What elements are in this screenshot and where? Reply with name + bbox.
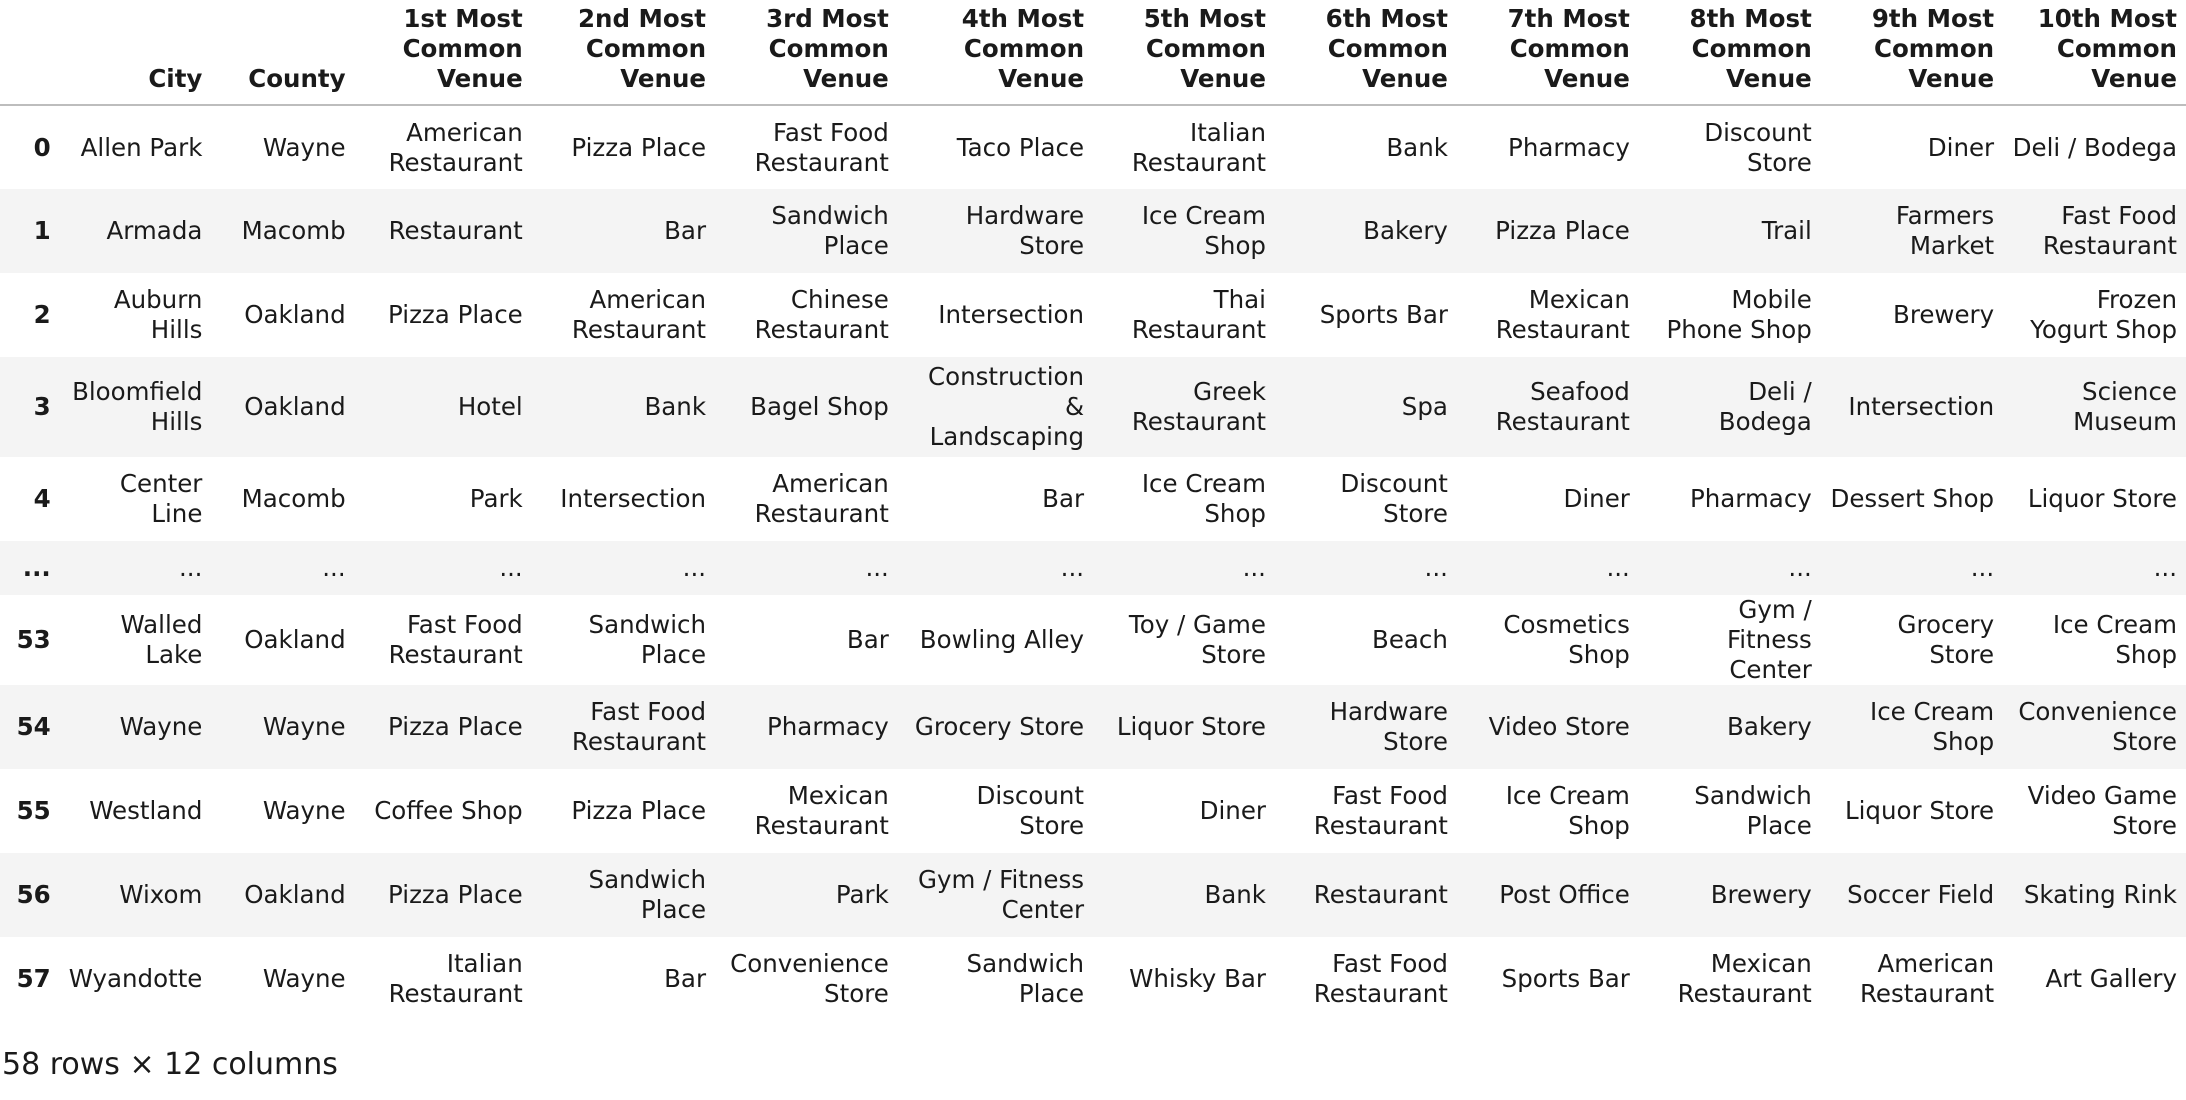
table-cell: Beach — [1372, 625, 1448, 654]
table-cell: Pharmacy — [767, 712, 889, 741]
table-cell: Trail — [1761, 216, 1812, 245]
table-cell: Fast Food Restaurant — [754, 117, 889, 177]
table-cell: Macomb — [241, 216, 346, 245]
table-cell: ... — [499, 553, 523, 582]
table-cell: Fast Food Restaurant — [1313, 781, 1448, 840]
table-cell: Skating Rink — [2023, 880, 2177, 909]
table-cell: ... — [865, 553, 889, 582]
table-cell: Park — [835, 880, 889, 909]
table-cell: Pizza Place — [571, 132, 707, 162]
table-cell: Brewery — [1893, 300, 1995, 329]
column-header-venue-7: 7th Most Common Venue — [1457, 0, 1639, 105]
table-cell: Bar — [664, 964, 707, 993]
table-cell: Mobile Phone Shop — [1666, 285, 1812, 344]
table-cell: Farmers Market — [1895, 201, 1995, 260]
table-cell: Sports Bar — [1319, 300, 1448, 329]
table-cell: Bank — [1204, 880, 1266, 909]
header-row — [0, 0, 2186, 105]
table-cell: Bar — [1042, 484, 1085, 513]
table-cell: Dessert Shop — [1830, 484, 1995, 513]
table-row — [0, 189, 2186, 273]
table-cell: Grocery Store — [1897, 610, 1995, 669]
table-cell: Oakland — [244, 392, 346, 421]
table-cell: Diner — [1927, 132, 1995, 162]
index-header — [0, 0, 60, 105]
table-cell: Sandwich Place — [1694, 781, 1812, 840]
table-cell: Restaurant — [1313, 880, 1448, 909]
column-header-venue-5: 5th Most Common Venue — [1093, 0, 1275, 105]
table-cell: ... — [179, 553, 203, 582]
column-header-venue-9: 9th Most Common Venue — [1821, 0, 2003, 105]
row-index: 0 — [33, 132, 51, 162]
table-cell: Discount Store — [976, 781, 1085, 840]
table-cell: Cosmetics Shop — [1503, 610, 1630, 669]
table-row — [0, 357, 2186, 457]
table-cell: Spa — [1401, 392, 1448, 421]
table-cell: Bar — [846, 625, 889, 654]
table-cell: Convenience Store — [730, 949, 889, 1008]
table-cell: Ice Cream Shop — [1141, 201, 1266, 260]
table-cell: Frozen Yogurt Shop — [2030, 285, 2177, 344]
table-cell: Mexican Restaurant — [1495, 285, 1630, 344]
table-cell: Center Line — [119, 469, 203, 528]
table-row — [0, 685, 2186, 769]
table-cell: Gym / Fitness Center — [1726, 595, 1812, 684]
table-cell: Wayne — [262, 712, 346, 741]
table-cell: ... — [1424, 553, 1448, 582]
table-cell: Macomb — [241, 484, 346, 513]
row-index: 53 — [16, 625, 51, 654]
table-cell: Art Gallery — [2045, 964, 2177, 993]
table-cell: Pizza Place — [1495, 216, 1630, 245]
table-cell: Bar — [664, 216, 707, 245]
table-cell: Greek Restaurant — [1131, 377, 1266, 436]
table-cell: Walled Lake — [120, 610, 203, 669]
table-cell: Hardware Store — [965, 201, 1085, 260]
table-cell: Diner — [1199, 796, 1266, 825]
table-cell: Bowling Alley — [919, 625, 1085, 654]
table-cell: Fast Food Restaurant — [2042, 201, 2177, 260]
table-cell: Liquor Store — [1116, 712, 1266, 741]
table-cell: Coffee Shop — [374, 796, 523, 825]
table-cell: Discount Store — [1340, 469, 1448, 528]
table-cell: Deli / Bodega — [1718, 377, 1812, 436]
table-cell: Ice Cream Shop — [1141, 469, 1266, 528]
table-row — [0, 853, 2186, 937]
row-index: 57 — [16, 964, 51, 993]
table-cell: Toy / Game Store — [1128, 610, 1266, 669]
row-index: 54 — [16, 712, 51, 741]
table-cell: Bank — [1386, 132, 1448, 162]
table-cell: ... — [1970, 553, 1995, 582]
table-cell: ... — [682, 553, 707, 582]
table-cell: Chinese Restaurant — [754, 285, 889, 344]
table-cell: Intersection — [1848, 392, 1995, 421]
row-index: ... — [22, 553, 51, 582]
table-row — [0, 457, 2186, 541]
table-cell: Hardware Store — [1329, 697, 1448, 756]
table-cell: American Restaurant — [388, 117, 523, 177]
table-cell: Discount Store — [1704, 117, 1812, 177]
table-cell: Brewery — [1710, 880, 1812, 909]
table-cell: Wixom — [119, 880, 203, 909]
column-header-venue-3: 3rd Most Common Venue — [715, 0, 898, 105]
table-cell: Pizza Place — [571, 796, 707, 825]
table-cell: Pizza Place — [388, 712, 523, 741]
column-header-venue-10: 10th Most Common Venue — [2003, 0, 2186, 105]
table-cell: Bloomfield Hills — [72, 377, 203, 436]
table-body — [0, 105, 2186, 1021]
table-cell: American Restaurant — [754, 469, 889, 528]
table-cell: ... — [1060, 553, 1085, 582]
table-cell: Gym / Fitness Center — [918, 865, 1085, 924]
table-cell: ... — [1242, 553, 1266, 582]
table-cell: Bakery — [1363, 216, 1448, 245]
table-cell: Soccer Field — [1847, 880, 1995, 909]
table-cell: Allen Park — [80, 132, 203, 162]
table-cell: Bagel Shop — [750, 392, 889, 421]
table-cell: ... — [322, 553, 346, 582]
table-cell: Sandwich Place — [966, 949, 1085, 1008]
table-cell: Wayne — [262, 796, 346, 825]
table-cell: Bakery — [1727, 712, 1812, 741]
table-cell: Pharmacy — [1508, 132, 1630, 162]
table-cell: Pizza Place — [388, 300, 523, 329]
column-header-venue-1: 1st Most Common Venue — [355, 0, 532, 105]
table-cell: ... — [1606, 553, 1630, 582]
table-cell: Intersection — [938, 300, 1085, 329]
table-cell: Italian Restaurant — [388, 949, 523, 1008]
table-cell: Video Game Store — [2027, 781, 2177, 840]
table-cell: American Restaurant — [1859, 949, 1995, 1008]
table-row — [0, 273, 2186, 357]
table-cell: Ice Cream Shop — [1869, 697, 1995, 756]
row-index: 3 — [33, 392, 51, 421]
column-header-venue-4: 4th Most Common Venue — [898, 0, 1093, 105]
table-cell: Fast Food Restaurant — [388, 610, 523, 669]
column-header-venue-2: 2nd Most Common Venue — [532, 0, 715, 105]
table-cell: Auburn Hills — [113, 285, 203, 344]
table-cell: Wayne — [262, 964, 346, 993]
table-cell: ... — [1788, 553, 1812, 582]
row-index: 1 — [33, 216, 51, 245]
shape-summary: 58 rows × 12 columns — [2, 1047, 338, 1082]
table-cell: Sports Bar — [1501, 964, 1630, 993]
table-cell: American Restaurant — [571, 285, 707, 344]
table-cell: Oakland — [244, 300, 346, 329]
table-cell: Thai Restaurant — [1131, 285, 1266, 344]
table-cell: Wayne — [262, 132, 346, 162]
table-cell: Wayne — [119, 712, 203, 741]
column-header-county: County — [211, 0, 354, 105]
table-cell: Oakland — [244, 880, 346, 909]
table-cell: ... — [2153, 553, 2177, 582]
table-cell: Intersection — [560, 484, 707, 513]
row-index: 4 — [33, 484, 51, 513]
table-cell: Mexican Restaurant — [1677, 949, 1812, 1008]
table-cell: Liquor Store — [1844, 796, 1995, 825]
table-header — [0, 0, 2186, 105]
table-row — [0, 595, 2186, 685]
table-row — [0, 769, 2186, 853]
table-cell: Sandwich Place — [771, 201, 889, 260]
table-cell: Park — [469, 484, 523, 513]
table-row — [0, 105, 2186, 189]
table-cell: Sandwich Place — [588, 865, 707, 924]
table-cell: Mexican Restaurant — [754, 781, 889, 840]
table-cell: Seafood Restaurant — [1495, 377, 1630, 436]
column-header-venue-6: 6th Most Common Venue — [1275, 0, 1457, 105]
table-cell: Pizza Place — [388, 880, 523, 909]
table-cell: Bank — [644, 392, 707, 421]
table-cell: Diner — [1563, 484, 1630, 513]
table-cell: Italian Restaurant — [1131, 117, 1266, 177]
table-cell: Armada — [106, 216, 203, 245]
table-cell: Oakland — [244, 625, 346, 654]
table-cell: Whisky Bar — [1129, 964, 1266, 993]
table-cell: Fast Food Restaurant — [1313, 949, 1448, 1008]
row-index: 2 — [33, 300, 51, 329]
row-index: 55 — [16, 796, 51, 825]
table-cell: Deli / Bodega — [2012, 132, 2177, 162]
table-cell: Sandwich Place — [588, 610, 707, 669]
table-cell: Post Office — [1499, 880, 1630, 909]
table-cell: Hotel — [457, 392, 523, 421]
table-cell: Liquor Store — [2027, 484, 2177, 513]
table-cell: Westland — [89, 796, 203, 825]
column-header-city: City — [60, 0, 212, 105]
table-cell: Grocery Store — [914, 712, 1085, 741]
table-cell: Fast Food Restaurant — [571, 697, 707, 756]
column-header-venue-8: 8th Most Common Venue — [1639, 0, 1821, 105]
table-cell: Restaurant — [388, 216, 523, 245]
table-cell: Video Store — [1488, 712, 1630, 741]
ellipsis-row — [0, 541, 2186, 595]
table-cell: Ice Cream Shop — [1505, 781, 1630, 840]
table-cell: Construction & Landscaping — [928, 362, 1085, 451]
table-cell: Wyandotte — [68, 964, 203, 993]
table-cell: Ice Cream Shop — [2052, 610, 2177, 669]
table-cell: Pharmacy — [1689, 484, 1812, 513]
table-cell: Convenience Store — [2018, 697, 2177, 756]
table-row — [0, 937, 2186, 1021]
row-index: 56 — [16, 880, 51, 909]
table-cell: Science Museum — [2073, 377, 2177, 436]
table-cell: Taco Place — [956, 132, 1085, 162]
